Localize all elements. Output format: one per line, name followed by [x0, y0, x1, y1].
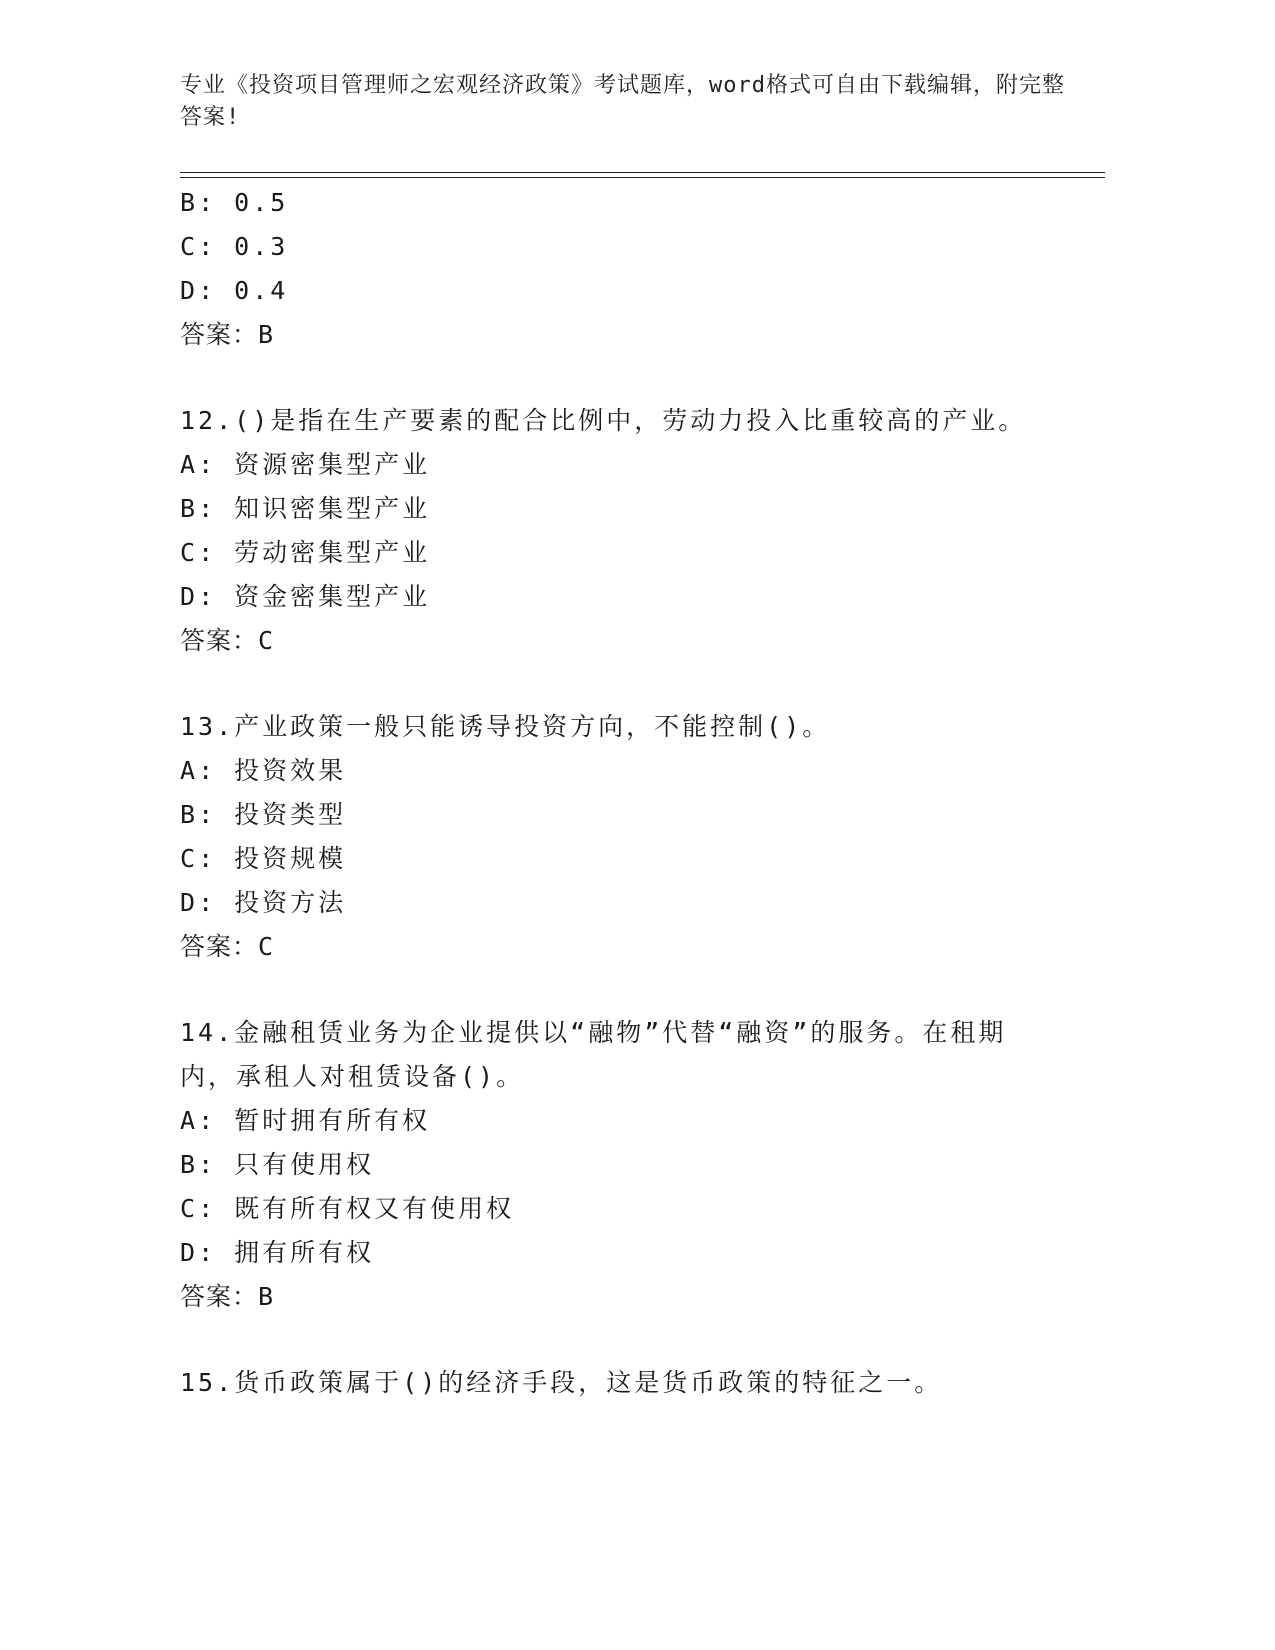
question-14	[180, 1011, 1080, 1319]
option-d: D: 资金密集型产业	[180, 582, 431, 611]
option-b: B: 投资类型	[180, 800, 347, 829]
option-b: B: 知识密集型产业	[180, 494, 431, 523]
option-b: B: 只有使用权	[180, 1150, 375, 1179]
option-c: C: 劳动密集型产业	[180, 538, 431, 567]
page-header: 专业《投资项目管理师之宏观经济政策》考试题库，word格式可自由下载编辑，附完整答案!	[180, 73, 1065, 130]
option-d: D: 投资方法	[180, 888, 347, 917]
option-a: A: 资源密集型产业	[180, 450, 431, 479]
option-c: C: 0.3	[180, 232, 289, 261]
question-11-continued	[180, 181, 1080, 357]
question-stem: 12.()是指在生产要素的配合比例中，劳动力投入比重较高的产业。	[180, 406, 1027, 435]
option-d: D: 0.4	[180, 276, 289, 305]
header-rule-top	[180, 172, 1105, 173]
option-a: A: 暂时拥有所有权	[180, 1106, 431, 1135]
option-d: D: 拥有所有权	[180, 1238, 375, 1267]
header-rule-bottom	[180, 177, 1105, 178]
question-stem: 13.产业政策一般只能诱导投资方向，不能控制()。	[180, 712, 831, 741]
question-12	[180, 399, 1080, 663]
question-content	[180, 181, 1080, 1405]
answer-line: 答案：C	[180, 932, 275, 961]
option-b: B: 0.5	[180, 188, 289, 217]
option-c: C: 既有所有权又有使用权	[180, 1194, 515, 1223]
answer-line: 答案：C	[180, 626, 275, 655]
question-stem: 14.金融租赁业务为企业提供以“融物”代替“融资”的服务。在租期内，承租人对租赁设备()。	[180, 1018, 1007, 1091]
question-13	[180, 705, 1080, 969]
answer-line: 答案：B	[180, 320, 275, 349]
question-15	[180, 1361, 1080, 1405]
option-c: C: 投资规模	[180, 844, 347, 873]
question-stem: 15.货币政策属于()的经济手段，这是货币政策的特征之一。	[180, 1368, 943, 1397]
option-a: A: 投资效果	[180, 756, 347, 785]
answer-line: 答案：B	[180, 1282, 275, 1311]
